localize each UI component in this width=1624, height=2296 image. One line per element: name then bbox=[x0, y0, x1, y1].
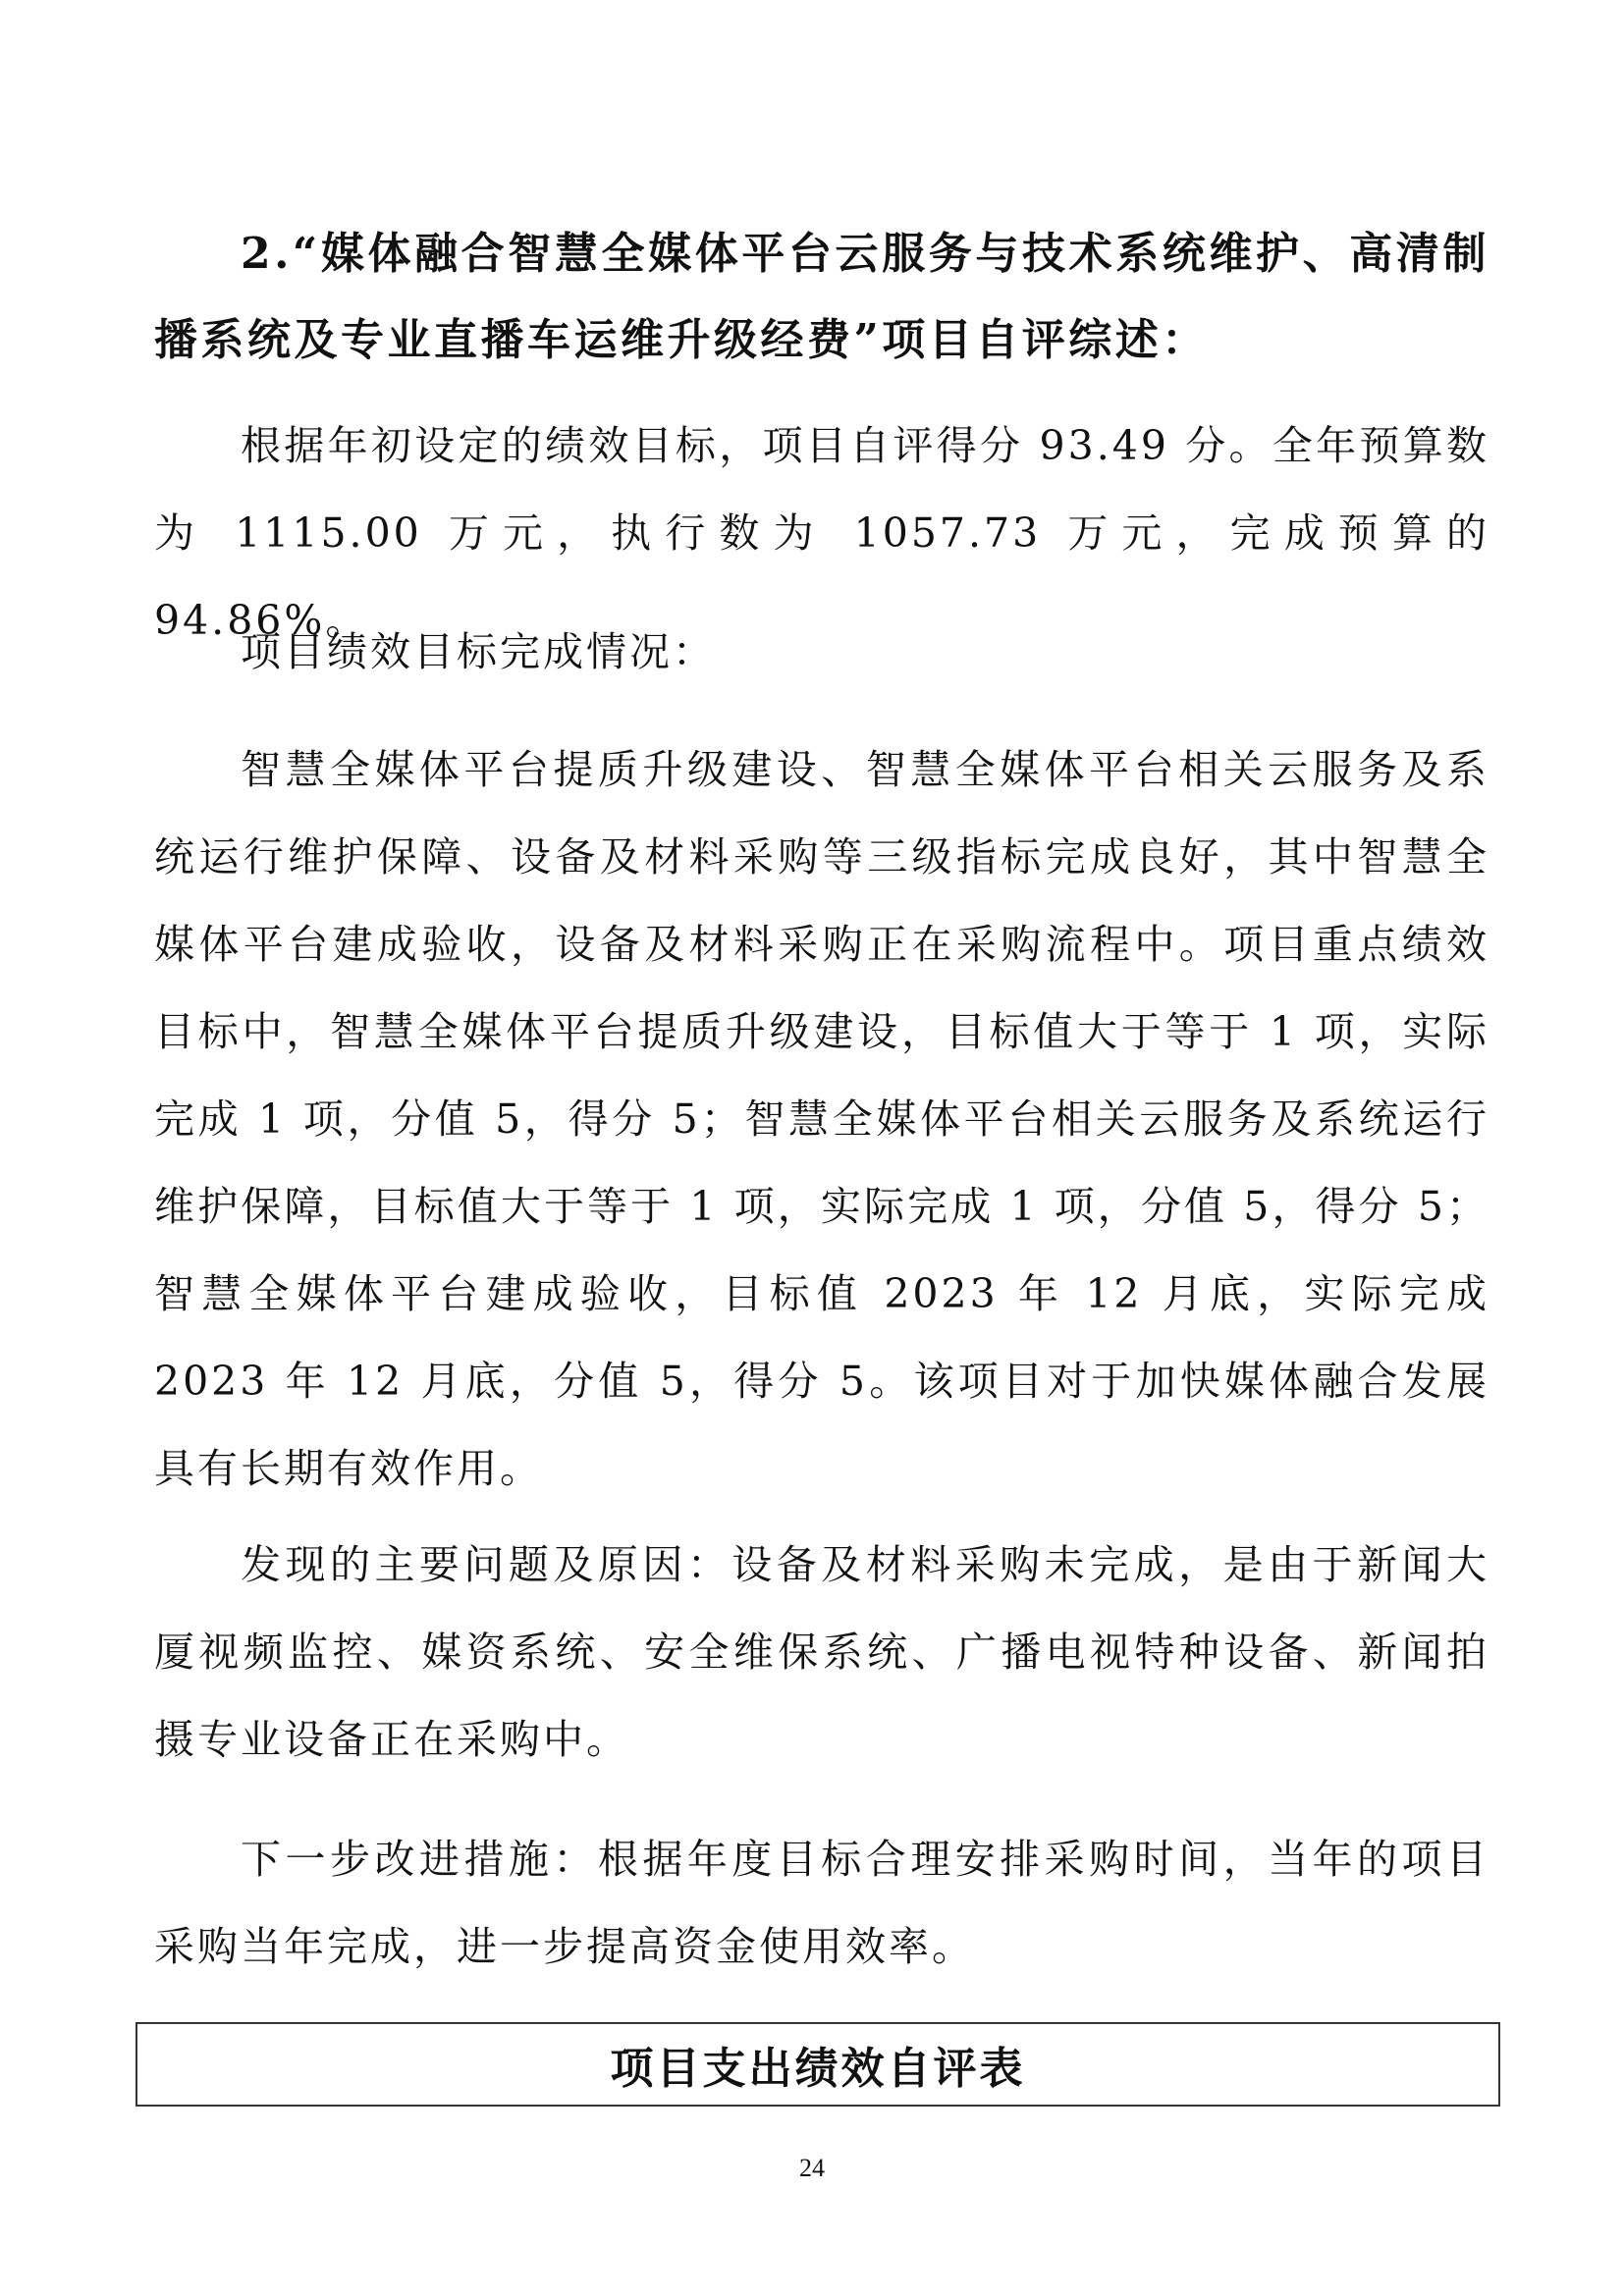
paragraph-score-summary: 根据年初设定的绩效目标，项目自评得分 93.49 分。全年预算数为 1115.00 万元，执行数为 1057.73 万元，完成预算的 94.86%。 bbox=[154, 422, 1489, 644]
table-title-box bbox=[135, 2022, 1500, 2107]
paragraph-problems: 发现的主要问题及原因：设备及材料采购未完成，是由于新闻大厦视频监控、媒资系统、安全维保系统、广播电视特种设备、新闻拍摄专业设备正在采购中。 bbox=[154, 1541, 1489, 1763]
section-heading: 2.“媒体融合智慧全媒体平台云服务与技术系统维护、高清制播系统及专业直播车运维升级经费”项目自评综述： bbox=[154, 229, 1489, 365]
page-number: 24 bbox=[799, 2154, 825, 2182]
table-title: 项目支出绩效自评表 bbox=[610, 2044, 1026, 2094]
paragraph-goal-details: 智慧全媒体平台提质升级建设、智慧全媒体平台相关云服务及系统运行维护保障、设备及材料采购等三级指标完成良好，其中智慧全媒体平台建成验收，设备及材料采购正在采购流程中。项目重点绩效目标中，智慧全媒体平台提质升级建设，目标值大于等于 1 项，实际完成 1 项，分值 5，得分 5；智慧全媒体平台相关云服务及系统运行维护保障，目标值大于等于 1 项，实际完成 1 项，分值 5，得分 5；智慧全媒体平台建成验收，目标值 2023 年 12 月底，实际完成 2023 年 12 月底，分值 5，得分 5。该项目对于加快媒体融合发展具有长期有效作用。 bbox=[154, 746, 1489, 1492]
paragraph-goal-intro: 项目绩效目标完成情况： bbox=[241, 628, 716, 675]
paragraph-improvements: 下一步改进措施：根据年度目标合理安排采购时间，当年的项目采购当年完成，进一步提高资金使用效率。 bbox=[154, 1836, 1489, 1970]
